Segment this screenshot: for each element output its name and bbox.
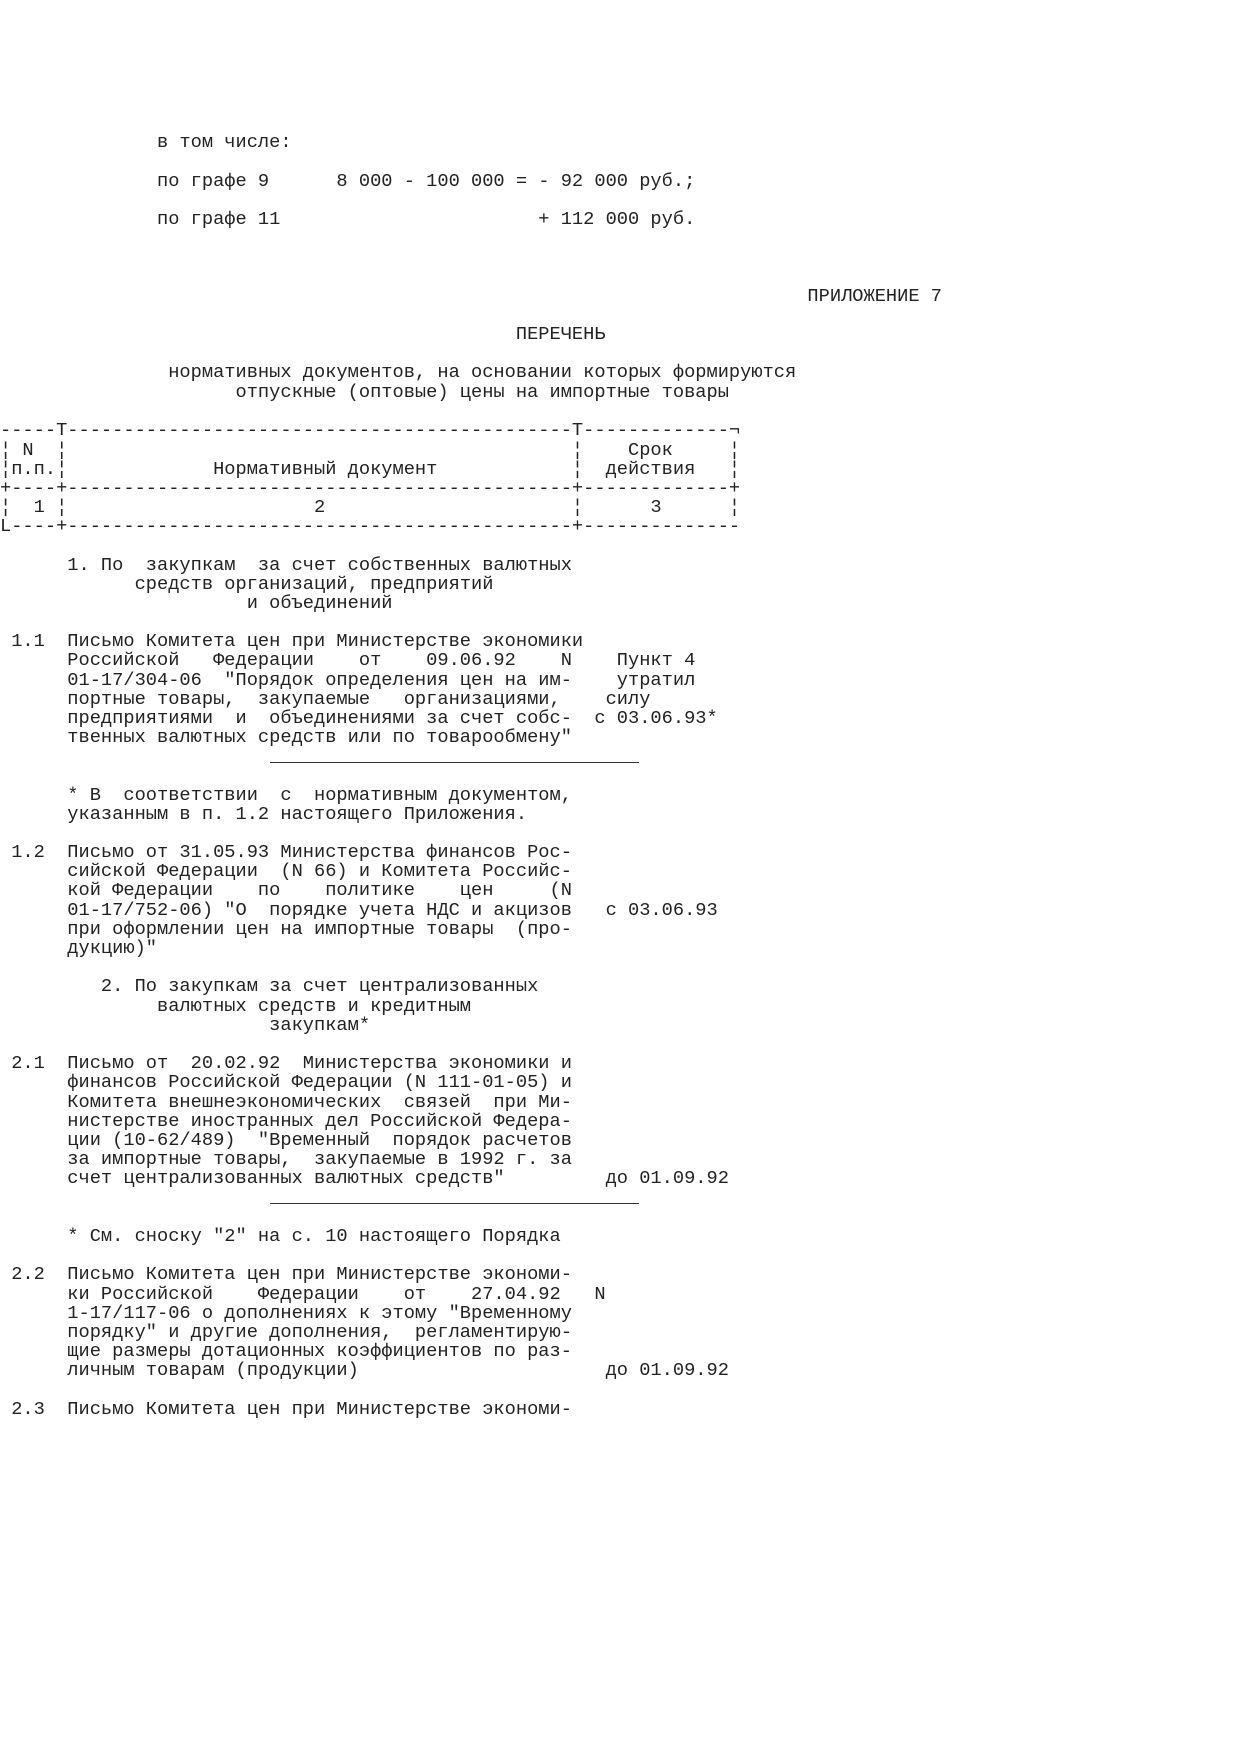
table-row: ции (10-62/489) "Временный порядок расчетов <box>0 1129 572 1151</box>
table-row: портные товары, закупаемые организациями, силу <box>0 688 651 710</box>
table-border: -----T---------------------------------------------T-------------¬ <box>0 419 741 441</box>
table-row: Комитета внешнеэкономических связей при Ми- <box>0 1091 572 1113</box>
appendix-label: ПРИЛОЖЕНИЕ 7 <box>0 285 943 307</box>
table-row: финансов Российской Федерации (N 111-01-05) и <box>0 1071 572 1093</box>
footnote: указанным в п. 1.2 настоящего Приложения. <box>0 803 528 825</box>
table-border: +----+---------------------------------------------+-------------+ <box>0 477 741 499</box>
table-row: сийской Федерации (N 66) и Комитета Российс- <box>0 860 572 882</box>
table-header-row: ¦ N ¦ ¦ Срок ¦ <box>0 439 741 461</box>
table-row: порядку" и другие дополнения, регламентирую- <box>0 1321 572 1343</box>
document-title: ПЕРЕЧЕНЬ <box>0 323 606 345</box>
table-row: предприятиями и объединениями за счет собс- с 03.06.93* <box>0 707 718 729</box>
table-row: твенных валютных средств или по товарообмену" <box>0 726 572 748</box>
table-row: 2.1 Письмо от 20.02.92 Министерства экономики и <box>0 1052 572 1074</box>
calculation-line: по графе 9 8 000 - 100 000 = - 92 000 руб.; <box>0 170 696 192</box>
table-row: щие размеры дотационных коэффициентов по раз- <box>0 1340 572 1362</box>
table-row: 2.3 Письмо Комитета цен при Министерстве экономи- <box>0 1398 572 1420</box>
table-row: 1-17/117-06 о дополнениях к этому "Временному <box>0 1302 572 1324</box>
table-row: нистерстве иностранных дел Российской Федера- <box>0 1110 572 1132</box>
table-row: 01-17/752-06) "О порядке учета НДС и акцизов с 03.06.93 <box>0 899 718 921</box>
section-heading: валютных средств и кредитным <box>0 995 472 1017</box>
table-header-row: ¦п.п.¦ Нормативный документ ¦ действия ¦ <box>0 458 741 480</box>
calculation-line: по графе 11 + 112 000 руб. <box>0 208 696 230</box>
table-row: ки Российской Федерации от 27.04.92 N <box>0 1283 606 1305</box>
table-row: счет централизованных валютных средств" до 01.09.92 <box>0 1167 729 1189</box>
footnote: * См. сноску "2" на с. 10 настоящего Порядка <box>0 1225 561 1247</box>
table-row: при оформлении цен на импортные товары (про- <box>0 918 572 940</box>
section-heading: 1. По закупкам за счет собственных валютных <box>0 554 572 576</box>
section-heading: закупкам* <box>0 1014 371 1036</box>
document-subtitle: нормативных документов, на основании которых формируются <box>0 361 797 383</box>
document-subtitle: отпускные (оптовые) цены на импортные товары <box>0 381 729 403</box>
table-row: 1.2 Письмо от 31.05.93 Министерства финансов Рос- <box>0 841 572 863</box>
table-border: L----+---------------------------------------------+-------------- <box>0 515 741 537</box>
table-row: 1.1 Письмо Комитета цен при Министерстве экономики <box>0 630 584 652</box>
section-heading: 2. По закупкам за счет централизованных <box>0 975 539 997</box>
table-row: Российской Федерации от 09.06.92 N Пункт 4 <box>0 649 696 671</box>
footnote-divider <box>270 762 639 763</box>
table-row: дукцию)" <box>0 937 158 959</box>
table-row: личным товарам (продукции) до 01.09.92 <box>0 1359 729 1381</box>
table-row: за импортные товары, закупаемые в 1992 г. за <box>0 1148 572 1170</box>
table-row: кой Федерации по политике цен (N <box>0 879 572 901</box>
calculation-line: в том числе: <box>0 131 292 153</box>
section-heading: средств организаций, предприятий <box>0 573 494 595</box>
table-column-numbers: ¦ 1 ¦ 2 ¦ 3 ¦ <box>0 496 741 518</box>
table-row: 01-17/304-06 "Порядок определения цен на им- утратил <box>0 669 696 691</box>
section-heading: и объединений <box>0 592 393 614</box>
table-row: 2.2 Письмо Комитета цен при Министерстве экономи- <box>0 1263 572 1285</box>
footnote: * В соответствии с нормативным документом, <box>0 784 572 806</box>
footnote-divider <box>270 1203 639 1204</box>
